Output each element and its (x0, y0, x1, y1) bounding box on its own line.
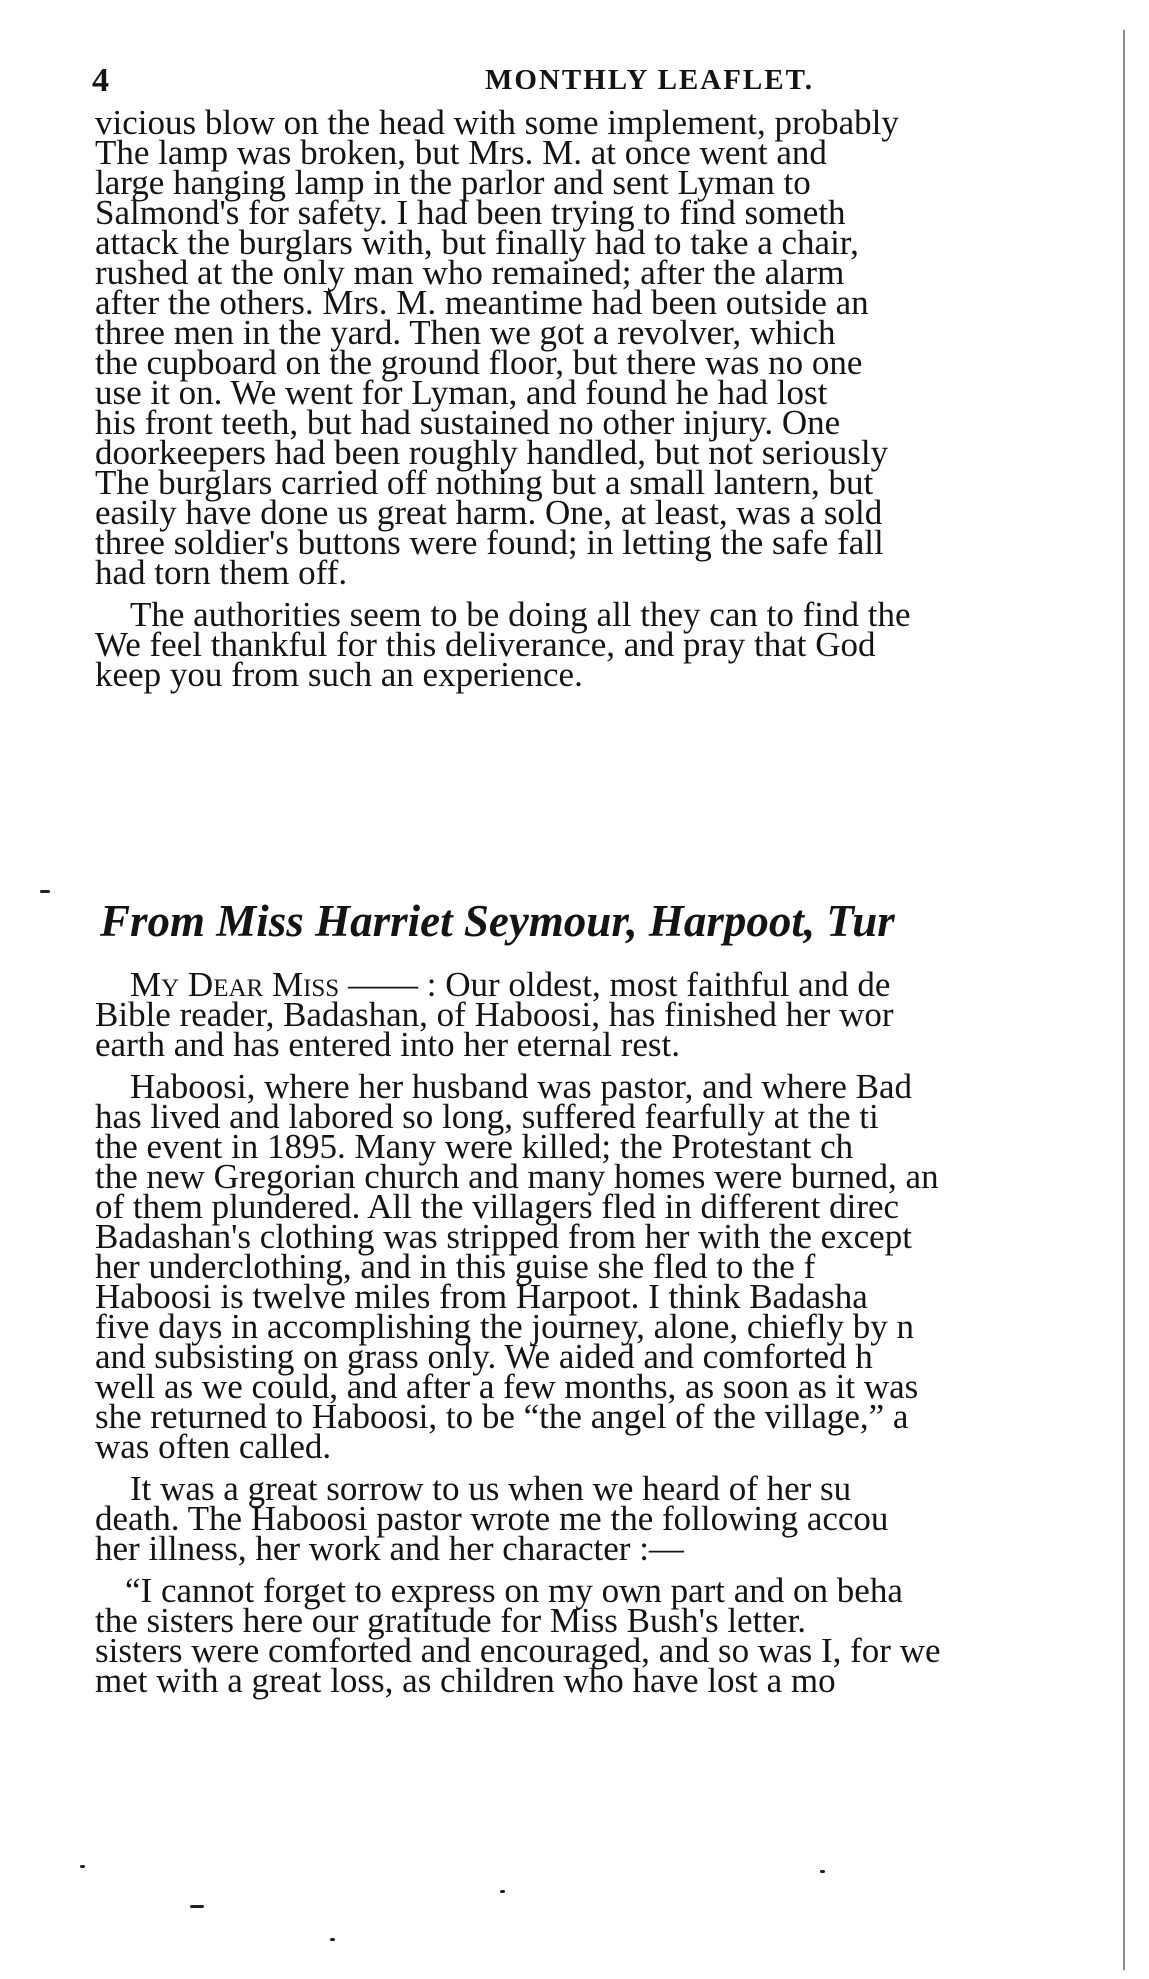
body-line: vicious blow on the head with some implement, probably (95, 103, 899, 142)
scan-speck (40, 890, 50, 893)
body-line: well as we could, and after a few months, as soon as it was (95, 1367, 919, 1406)
paragraph-first-line: The authorities seem to be doing all they can to find the (130, 595, 911, 634)
body-line: the event in 1895. Many were killed; the Protestant ch (95, 1127, 854, 1166)
running-head: MONTHLY LEAFLET. (485, 64, 815, 96)
body-line: after the others. Mrs. M. meantime had been outside an (95, 283, 869, 322)
body-line: Badashan's clothing was stripped from her with the except (95, 1217, 912, 1256)
body-line: three men in the yard. Then we got a revolver, which (95, 313, 836, 352)
body-line: rushed at the only man who remained; after the alarm (95, 253, 845, 292)
body-line: met with a great loss, as children who have lost a mo (95, 1661, 836, 1700)
body-line: large hanging lamp in the parlor and sent Lyman to (95, 163, 811, 202)
body-line: of them plundered. All the villagers fled in different direc (95, 1187, 900, 1226)
body-line: doorkeepers had been roughly handled, but not seriously (95, 433, 889, 472)
paragraph-first-line: Haboosi, where her husband was pastor, and where Bad (130, 1067, 912, 1106)
scan-speck (330, 1938, 335, 1941)
body-line: three soldier's buttons were found; in letting the safe fall (95, 523, 884, 562)
body-line: was often called. (95, 1427, 332, 1466)
section-heading: From Miss Harriet Seymour, Harpoot, Tur (100, 896, 895, 946)
body-line: earth and has entered into her eternal rest. (95, 1025, 681, 1064)
salutation: My Dear Miss (130, 965, 340, 1004)
body-line: attack the burglars with, but finally had to take a chair, (95, 223, 859, 262)
body-line: The lamp was broken, but Mrs. M. at once went and (95, 133, 827, 172)
gutter-rule (1123, 30, 1125, 1970)
body-line: and subsisting on grass only. We aided and comforted h (95, 1337, 873, 1376)
body-line: his front teeth, but had sustained no other injury. One (95, 403, 841, 442)
page-number: 4 (92, 62, 109, 99)
body-line: five days in accomplishing the journey, alone, chiefly by n (95, 1307, 915, 1346)
body-line: the new Gregorian church and many homes were burned, an (95, 1157, 939, 1196)
body-line: easily have done us great harm. One, at least, was a sold (95, 493, 883, 532)
body-line: sisters were comforted and encouraged, and so was I, for we (95, 1631, 941, 1670)
body-line: the cupboard on the ground floor, but there was no one (95, 343, 863, 382)
scan-speck (820, 1870, 825, 1873)
body-line: her illness, her work and her character :— (95, 1529, 684, 1568)
body-line: use it on. We went for Lyman, and found he had lost (95, 373, 828, 412)
body-line: had torn them off. (95, 553, 348, 592)
body-line: has lived and labored so long, suffered fearfully at the ti (95, 1097, 879, 1136)
body-line: she returned to Haboosi, to be “the angel of the village,” a (95, 1397, 909, 1436)
body-line: her underclothing, and in this guise she fled to the f (95, 1247, 816, 1286)
body-line: The burglars carried off nothing but a small lantern, but (95, 463, 874, 502)
scan-speck (190, 1905, 204, 1908)
body-line: We feel thankful for this deliverance, and pray that God (95, 625, 876, 664)
body-line: Haboosi is twelve miles from Harpoot. I think Badasha (95, 1277, 868, 1316)
paragraph-first-line: It was a great sorrow to us when we heard of her su (130, 1469, 852, 1508)
body-line: Bible reader, Badashan, of Haboosi, has finished her wor (95, 995, 894, 1034)
body-line: death. The Haboosi pastor wrote me the following accou (95, 1499, 889, 1538)
scan-speck (500, 1890, 505, 1893)
salutation-continuation: —— : Our oldest, most faithful and de (347, 965, 891, 1004)
body-line: the sisters here our gratitude for Miss Bush's letter. (95, 1601, 807, 1640)
body-line: keep you from such an experience. (95, 655, 583, 694)
paragraph-first-line: “I cannot forget to express on my own part and on beha (125, 1571, 903, 1610)
scan-speck (80, 1865, 85, 1868)
body-line: Salmond's for safety. I had been trying to find someth (95, 193, 846, 232)
